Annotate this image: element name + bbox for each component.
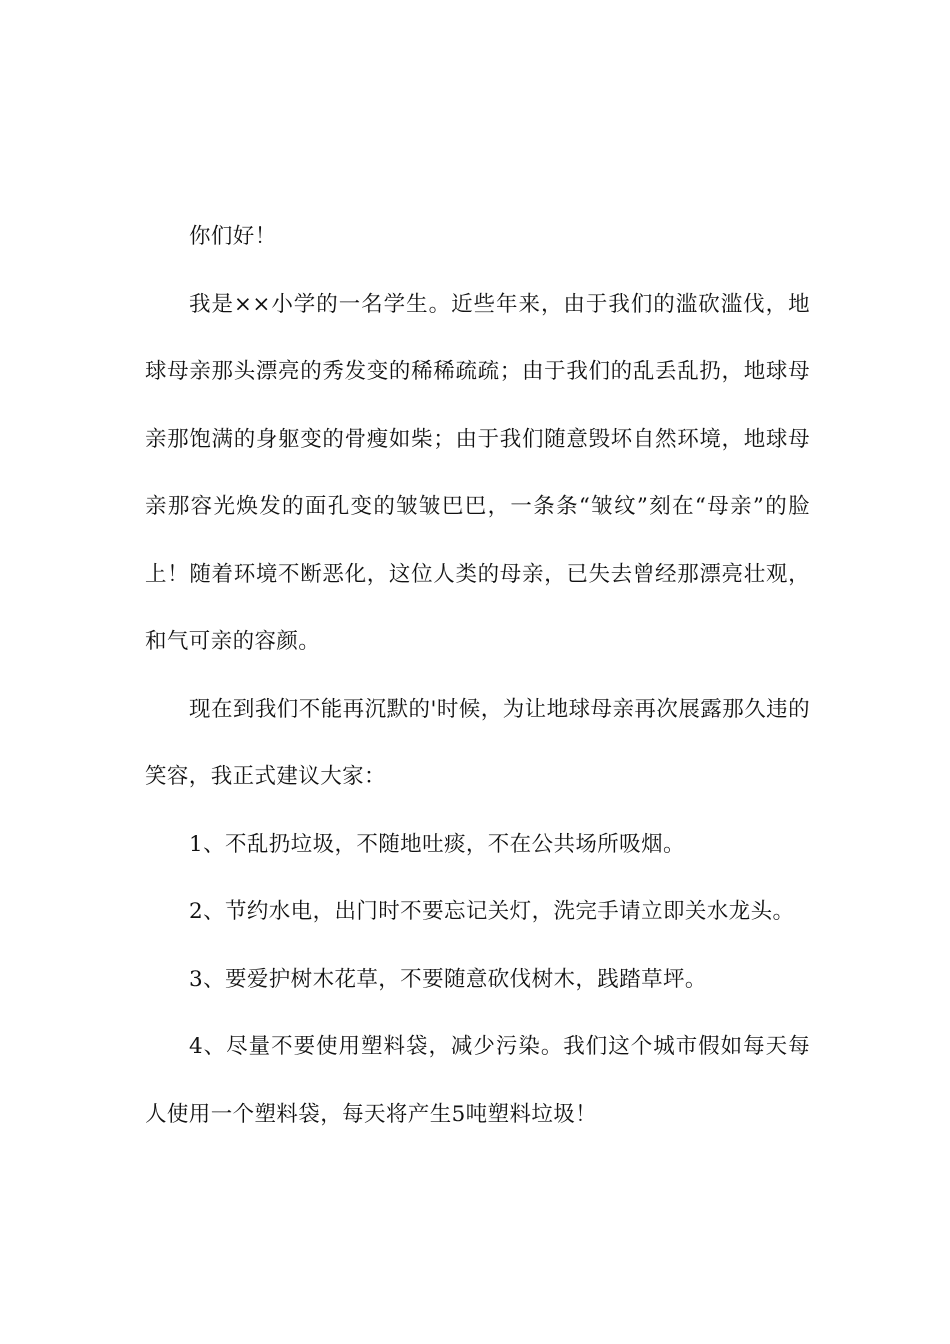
letter-body [145, 203, 810, 1148]
proposal-paragraph: 现在到我们不能再沉默的'时候，为让地球母亲再次展露那久违的笑容，我正式建议大家： [145, 696, 810, 789]
list-item-4: 4、尽量不要使用塑料袋，减少污染。我们这个城市假如每天每人使用一个塑料袋，每天将产生5吨塑料垃圾！ [145, 1034, 810, 1127]
intro-paragraph: 我是××小学的一名学生。近些年来，由于我们的滥砍滥伐，地球母亲那头漂亮的秀发变的稀稀疏疏；由于我们的乱丢乱扔，地球母亲那饱满的身躯变的骨瘦如柴；由于我们随意毁坏自然环境，地球母亲那容光焕发的面孔变的皱皱巴巴，一条条“皱纹”刻在“母亲”的脸上！随着环境不断恶化，这位人类的母亲，已失去曾经那漂亮壮观，和气可亲的容颜。 [145, 291, 810, 654]
list-item-3: 3、要爱护树木花草，不要随意砍伐树木，践踏草坪。 [189, 966, 707, 992]
greeting-paragraph: 你们好！ [189, 224, 277, 249]
list-item-2: 2、节约水电，出门时不要忘记关灯，洗完手请立即关水龙头。 [189, 899, 795, 924]
list-item-1: 1、不乱扔垃圾，不随地吐痰，不在公共场所吸烟。 [189, 831, 685, 857]
